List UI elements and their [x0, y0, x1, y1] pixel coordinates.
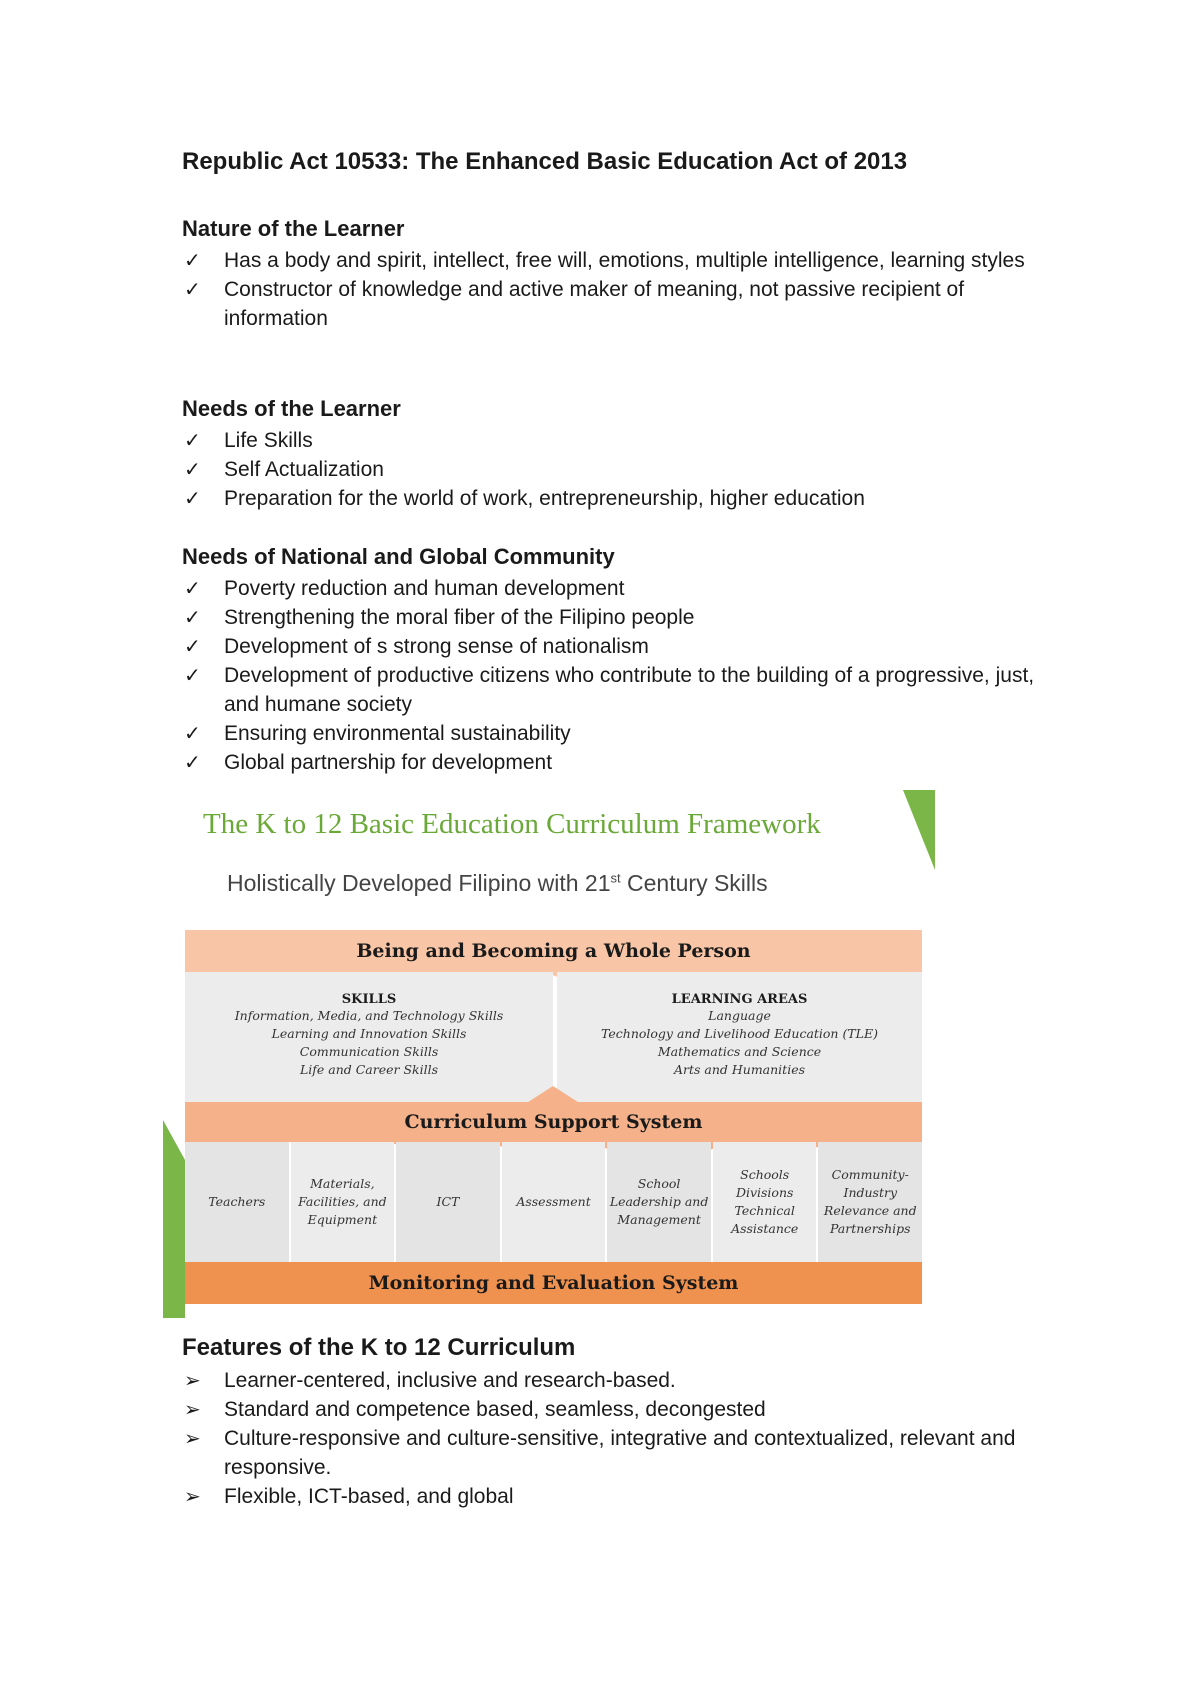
checkmark-icon: ✓: [184, 457, 201, 481]
learning-areas-heading: LEARNING AREAS: [671, 992, 808, 1007]
framework-title: The K to 12 Basic Education Curriculum Framework: [203, 808, 821, 840]
list-item: ✓ Development of productive citizens who contribute to the building of a progressive, just, and humane society: [184, 663, 1035, 716]
band-monitoring-evaluation: Monitoring and Evaluation System: [185, 1262, 922, 1304]
checkmark-icon: ✓: [184, 248, 201, 272]
curriculum-framework-figure: [163, 790, 935, 1318]
checkmark-icon: ✓: [184, 721, 201, 745]
list-needs-of-learner: [182, 426, 1042, 513]
band-whole-person: Being and Becoming a Whole Person: [185, 930, 922, 972]
checkmark-icon: ✓: [184, 576, 201, 600]
support-item: ICT: [396, 1142, 500, 1262]
framework-subtitle: Holistically Developed Filipino with 21st Century Skills: [227, 870, 768, 896]
list-item: ✓ Strengthening the moral fiber of the Filipino people: [182, 603, 1042, 632]
support-columns: [185, 1142, 922, 1262]
learning-area-item: Language: [708, 1008, 771, 1023]
learning-areas-panel: [557, 972, 922, 1102]
checkmark-icon: ✓: [184, 277, 201, 301]
band-curriculum-support: Curriculum Support System: [185, 1102, 922, 1142]
document-title: Republic Act 10533: The Enhanced Basic Education Act of 2013: [182, 148, 908, 175]
list-item: ➢ Standard and competence based, seamless, decongested: [182, 1395, 1042, 1424]
checkmark-icon: ✓: [184, 663, 201, 687]
arrow-bullet-icon: ➢: [184, 1484, 201, 1508]
checkmark-icon: ✓: [184, 605, 201, 629]
learning-area-item: Technology and Livelihood Education (TLE): [601, 1026, 878, 1041]
support-item: Assessment: [502, 1142, 606, 1262]
arrow-bullet-icon: ➢: [184, 1426, 201, 1450]
list-item: ✓ Has a body and spirit, intellect, free will, emotions, multiple intelligence, learning styles: [182, 246, 1042, 275]
heading-features: Features of the K to 12 Curriculum: [182, 1334, 576, 1361]
heading-nature-of-learner: Nature of the Learner: [182, 216, 405, 241]
skills-item: Learning and Innovation Skills: [271, 1026, 467, 1041]
learning-area-item: Arts and Humanities: [673, 1062, 806, 1077]
checkmark-icon: ✓: [184, 486, 201, 510]
list-item: ✓ Global partnership for development: [182, 748, 1042, 777]
list-item: ➢ Learner-centered, inclusive and research-based.: [182, 1366, 1042, 1395]
list-item: ✓ Preparation for the world of work, entrepreneurship, higher education: [182, 484, 1042, 513]
list-item: ✓ Ensuring environmental sustainability: [182, 719, 1042, 748]
learning-area-item: Mathematics and Science: [657, 1044, 822, 1059]
skills-item: Communication Skills: [299, 1044, 439, 1059]
checkmark-icon: ✓: [184, 750, 201, 774]
list-needs-of-community: [182, 574, 1042, 777]
support-item: School Leadership and Management: [607, 1142, 711, 1262]
list-features: [182, 1366, 1042, 1511]
list-item: ✓ Self Actualization: [182, 455, 1042, 484]
list-item: ➢ Culture-responsive and culture-sensitive, integrative and contextualized, relevant and responsive.: [184, 1426, 1016, 1479]
checkmark-icon: ✓: [184, 428, 201, 452]
support-item: Materials, Facilities, and Equipment: [291, 1142, 395, 1262]
skills-heading: SKILLS: [341, 992, 397, 1007]
support-item: Community-Industry Relevance and Partnerships: [818, 1142, 922, 1262]
support-item: Schools Divisions Technical Assistance: [713, 1142, 817, 1262]
heading-needs-of-community: Needs of National and Global Community: [182, 544, 615, 569]
green-side-bar-icon: [163, 1120, 185, 1318]
green-corner-shape-icon: [899, 790, 935, 870]
list-nature-of-learner: [182, 246, 1042, 333]
list-item: ✓ Development of s strong sense of nationalism: [182, 632, 1042, 661]
skills-item: Information, Media, and Technology Skills: [234, 1008, 504, 1023]
skills-panel: [185, 972, 553, 1102]
list-item: ✓ Constructor of knowledge and active maker of meaning, not passive recipient of information: [184, 277, 965, 330]
support-item: Teachers: [185, 1142, 289, 1262]
list-item: ✓ Life Skills: [182, 426, 1042, 455]
list-item: ✓ Poverty reduction and human development: [182, 574, 1042, 603]
checkmark-icon: ✓: [184, 634, 201, 658]
arrow-bullet-icon: ➢: [184, 1368, 201, 1392]
list-item: ➢ Flexible, ICT-based, and global: [182, 1482, 1042, 1511]
arrow-bullet-icon: ➢: [184, 1397, 201, 1421]
heading-needs-of-learner: Needs of the Learner: [182, 396, 401, 421]
skills-item: Life and Career Skills: [299, 1062, 439, 1077]
